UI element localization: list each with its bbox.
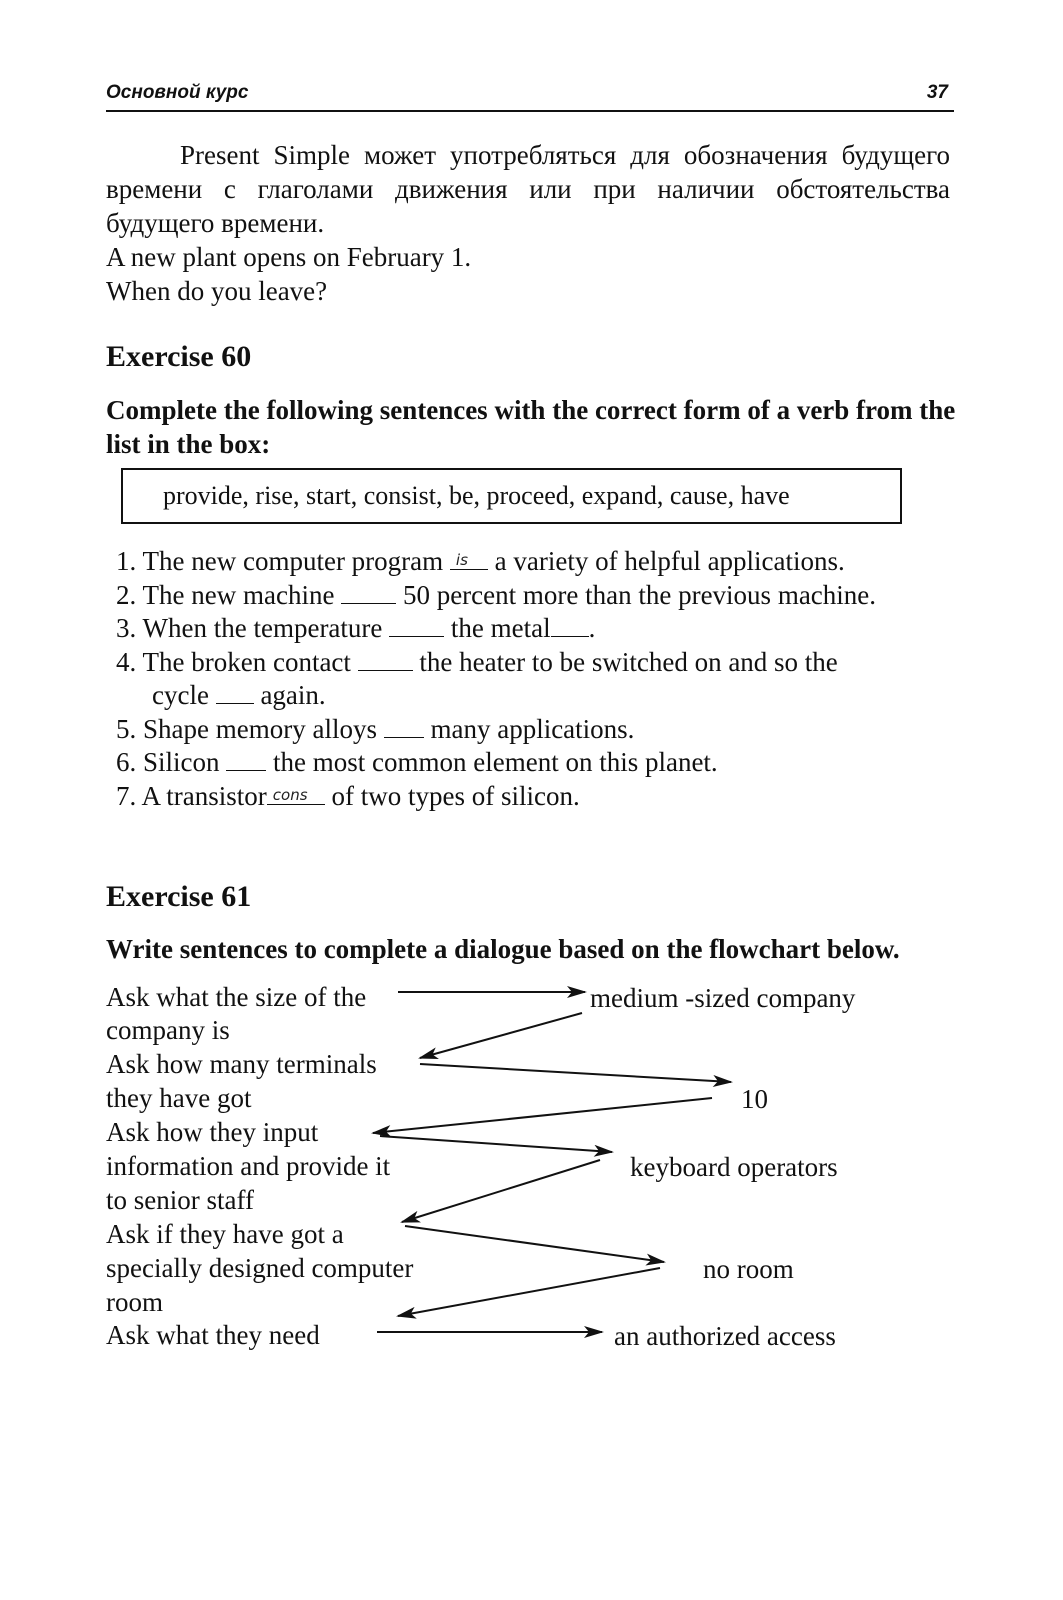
page-number: 37 [926, 82, 948, 103]
answer-node: keyboard operators [630, 1152, 838, 1182]
list-item: 5. Shape memory alloys many applications. [116, 713, 635, 744]
word-box: provide, rise, start, consist, be, proceed, expand, cause, have [121, 468, 902, 524]
question-line: information and provide it [106, 1151, 391, 1181]
answer-node: 10 [741, 1084, 768, 1114]
question-line: company is [106, 1015, 230, 1045]
exercise-61-title: Exercise 61 [106, 880, 252, 913]
handwritten-answer: is [455, 551, 468, 569]
list-item: 6. Silicon the most common element on this planet. [116, 747, 718, 777]
arrow [402, 1160, 600, 1222]
list-item: 7. A transistor cons of two types of silicon. [116, 780, 580, 811]
question-line: Ask how they input [106, 1117, 319, 1147]
arrow [420, 1013, 582, 1058]
list-item-continuation: cycle again. [152, 680, 326, 710]
running-title: Основной курс [106, 82, 249, 103]
answer-node: an authorized access [614, 1321, 836, 1351]
exercise-60-title: Exercise 60 [106, 340, 252, 373]
example-sentence-2: When do you leave? [106, 276, 328, 306]
grammar-note: Present Simple может употребляться для обозначения будущего времени с глаголами движения или при наличии обстоятельства будущего времени. [106, 140, 950, 238]
list-item: 1. The new computer program is a variety of helpful applications. [116, 546, 845, 576]
handwritten-answer: cons [272, 785, 308, 804]
answer-node: no room [703, 1254, 794, 1284]
arrow [405, 1226, 664, 1262]
question-line: they have got [106, 1083, 252, 1113]
question-line: Ask what they need [106, 1320, 320, 1350]
exercise-60-instruction: Complete the following sentences with the correct form of a verb from the list in the box: [106, 395, 956, 459]
exercise-61-instruction: Write sentences to complete a dialogue based on the flowchart below. [106, 934, 900, 964]
list-item: 4. The broken contact the heater to be switched on and so the [116, 646, 838, 677]
list-item: 2. The new machine 50 percent more than the previous machine. [116, 579, 877, 610]
example-sentence-1: A new plant opens on February 1. [106, 242, 472, 272]
arrow [380, 1136, 612, 1152]
list-item: 3. When the temperature the metal . [116, 613, 596, 643]
arrow [373, 1098, 712, 1133]
question-line: Ask what the size of the [106, 982, 367, 1012]
question-line: specially designed computer [106, 1253, 414, 1283]
arrow [398, 1268, 660, 1316]
question-line: Ask how many terminals [106, 1049, 377, 1079]
arrow [420, 1064, 731, 1082]
question-line: room [106, 1287, 163, 1317]
question-line: Ask if they have got a [106, 1219, 344, 1249]
answer-node: medium -sized company [590, 983, 856, 1013]
question-line: to senior staff [106, 1185, 254, 1215]
